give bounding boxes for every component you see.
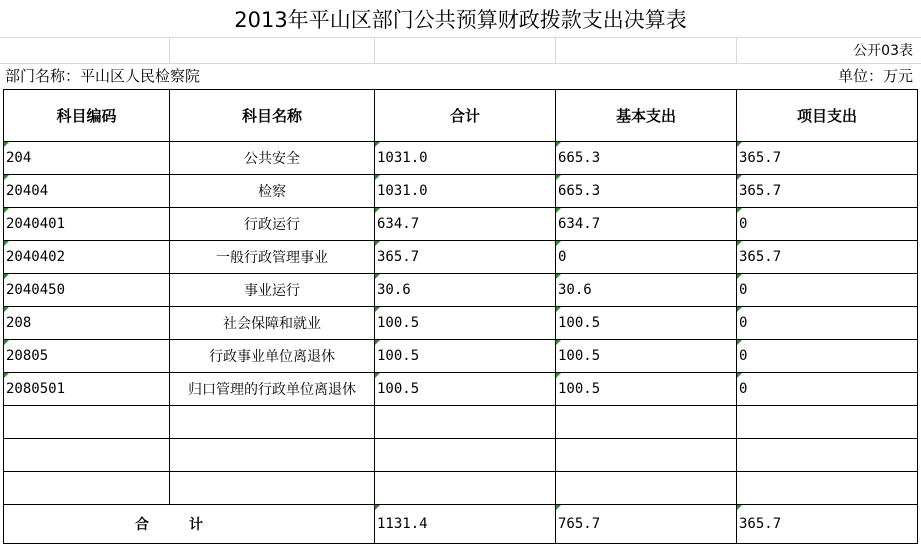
table-row [4, 373, 918, 406]
cell-code[interactable]: 2040402 [4, 241, 170, 274]
empty-cell[interactable] [556, 439, 737, 472]
cell-total[interactable]: 100.5 [375, 340, 556, 373]
empty-cell[interactable] [4, 439, 170, 472]
gridline [736, 37, 737, 63]
cell-basic[interactable]: 100.5 [556, 373, 737, 406]
cell-name[interactable]: 社会保障和就业 [170, 307, 375, 340]
empty-row [4, 472, 918, 505]
cell-basic[interactable]: 634.7 [556, 208, 737, 241]
cell-basic[interactable]: 665.3 [556, 142, 737, 175]
empty-cell[interactable] [556, 472, 737, 505]
page-title: 2013年平山区部门公共预算财政拨款支出决算表 [234, 8, 687, 32]
cell-basic[interactable]: 665.3 [556, 175, 737, 208]
cell-total[interactable]: 1031.0 [375, 175, 556, 208]
cell-total[interactable]: 30.6 [375, 274, 556, 307]
empty-cell[interactable] [4, 472, 170, 505]
column-header-total[interactable]: 合计 [375, 90, 556, 142]
cell-project[interactable]: 365.7 [737, 175, 918, 208]
empty-row [4, 439, 918, 472]
cell-code[interactable]: 2080501 [4, 373, 170, 406]
cell-code[interactable]: 2040401 [4, 208, 170, 241]
cell-grand-total[interactable]: 1131.4 [375, 505, 556, 544]
cell-code[interactable]: 204 [4, 142, 170, 175]
empty-cell[interactable] [170, 439, 375, 472]
cell-grand-basic[interactable]: 765.7 [556, 505, 737, 544]
table-header-row [4, 90, 918, 142]
column-header-name[interactable]: 科目名称 [170, 90, 375, 142]
cell-total[interactable]: 100.5 [375, 307, 556, 340]
total-row [4, 505, 918, 544]
gridline [374, 37, 375, 63]
empty-cell[interactable] [4, 406, 170, 439]
empty-cell[interactable] [170, 472, 375, 505]
empty-cell[interactable] [375, 472, 556, 505]
cell-project[interactable]: 365.7 [737, 142, 918, 175]
column-header-basic[interactable]: 基本支出 [556, 90, 737, 142]
cell-basic[interactable]: 100.5 [556, 340, 737, 373]
cell-name[interactable]: 行政运行 [170, 208, 375, 241]
cell-code[interactable]: 20805 [4, 340, 170, 373]
cell-basic[interactable]: 30.6 [556, 274, 737, 307]
gridline [169, 37, 170, 63]
cell-code[interactable]: 20404 [4, 175, 170, 208]
cell-project[interactable]: 365.7 [737, 241, 918, 274]
form-code: 公开03表 [853, 43, 913, 59]
empty-cell[interactable] [737, 439, 918, 472]
table-row [4, 241, 918, 274]
gridline [555, 37, 556, 63]
cell-project[interactable]: 0 [737, 307, 918, 340]
cell-total[interactable]: 365.7 [375, 241, 556, 274]
table-row [4, 142, 918, 175]
empty-cell[interactable] [556, 406, 737, 439]
cell-project[interactable]: 0 [737, 208, 918, 241]
cell-project[interactable]: 0 [737, 340, 918, 373]
cell-name[interactable]: 一般行政管理事业 [170, 241, 375, 274]
cell-name[interactable]: 检察 [170, 175, 375, 208]
cell-name[interactable]: 公共安全 [170, 142, 375, 175]
table-row [4, 274, 918, 307]
cell-code[interactable]: 2040450 [4, 274, 170, 307]
table-row [4, 307, 918, 340]
budget-table [3, 89, 918, 544]
total-label[interactable]: 合计 [4, 505, 375, 544]
cell-basic[interactable]: 0 [556, 241, 737, 274]
empty-cell[interactable] [170, 406, 375, 439]
cell-total[interactable]: 634.7 [375, 208, 556, 241]
cell-total[interactable]: 100.5 [375, 373, 556, 406]
empty-cell[interactable] [375, 406, 556, 439]
empty-cell[interactable] [737, 406, 918, 439]
cell-name[interactable]: 归口管理的行政单位离退休 [170, 373, 375, 406]
table-row [4, 175, 918, 208]
cell-basic[interactable]: 100.5 [556, 307, 737, 340]
empty-cell[interactable] [737, 472, 918, 505]
empty-row [4, 406, 918, 439]
cell-name[interactable]: 事业运行 [170, 274, 375, 307]
cell-project[interactable]: 0 [737, 373, 918, 406]
column-header-project[interactable]: 项目支出 [737, 90, 918, 142]
department-name: 部门名称：平山区人民检察院 [5, 67, 201, 85]
unit-label: 单位：万元 [837, 67, 913, 85]
column-header-code[interactable]: 科目编码 [4, 90, 170, 142]
table-row [4, 208, 918, 241]
gridline [0, 37, 921, 38]
cell-project[interactable]: 0 [737, 274, 918, 307]
cell-grand-project[interactable]: 365.7 [737, 505, 918, 544]
cell-code[interactable]: 208 [4, 307, 170, 340]
empty-cell[interactable] [375, 439, 556, 472]
cell-name[interactable]: 行政事业单位离退休 [170, 340, 375, 373]
cell-total[interactable]: 1031.0 [375, 142, 556, 175]
table-row [4, 340, 918, 373]
